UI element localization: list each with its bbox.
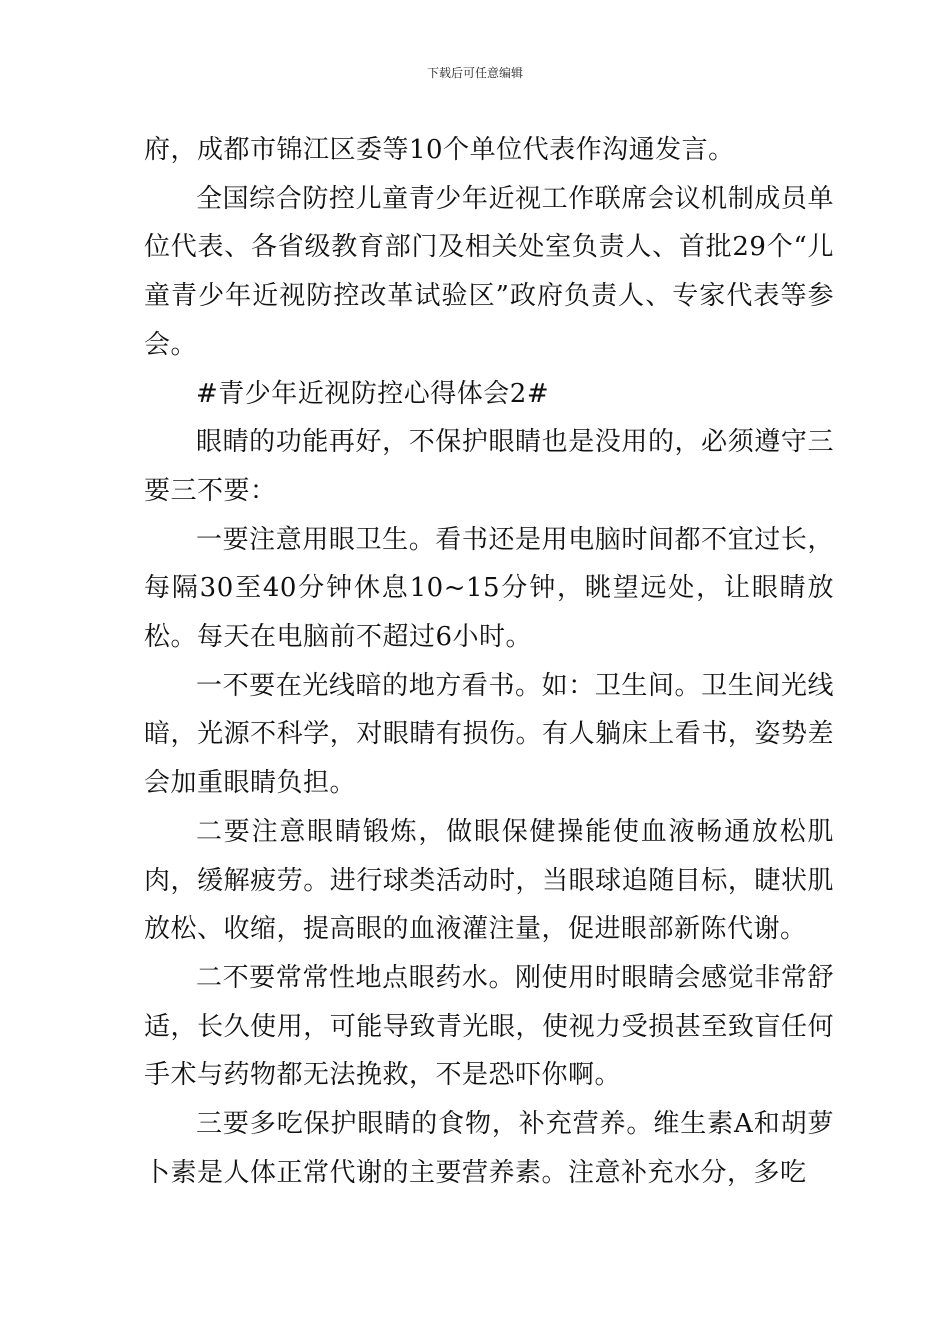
paragraph-2: 全国综合防控儿童青少年近视工作联席会议机制成员单位代表、各省级教育部门及相关处室负责人、首批29个“儿童青少年近视防控改革试验区”政府负责人、专家代表等参会。 xyxy=(144,183,834,360)
paragraph-6: 二要注意眼睛锻炼，做眼保健操能使血液畅通放松肌肉，缓解疲劳。进行球类活动时，当眼球追随目标，睫状肌放松、收缩，提高眼的血液灌注量，促进眼部新陈代谢。 xyxy=(144,816,834,945)
section-heading: #青少年近视防控心得体会2# xyxy=(196,378,550,409)
paragraph-7: 二不要常常性地点眼药水。刚使用时眼睛会感觉非常舒适，长久使用，可能导致青光眼，使视力受损甚至致盲任何手术与药物都无法挽救，不是恐吓你啊。 xyxy=(144,962,834,1091)
paragraph-3: 眼睛的功能再好，不保护眼睛也是没用的，必须遵守三要三不要： xyxy=(144,427,834,506)
paragraph-1: 府，成都市锦江区委等10个单位代表作沟通发言。 xyxy=(144,135,735,165)
paragraph-5: 一不要在光线暗的地方看书。如：卫生间。卫生间光线暗，光源不科学，对眼睛有损伤。有人躺床上看书，姿势差会加重眼睛负担。 xyxy=(144,670,834,799)
page-header: 下载后可任意编辑 xyxy=(426,66,523,80)
document-body xyxy=(144,126,834,1197)
paragraph-4: 一要注意用眼卫生。看书还是用电脑时间都不宜过长，每隔30至40分钟休息10~15分钟，眺望远处，让眼睛放松。每天在电脑前不超过6小时。 xyxy=(144,524,834,653)
paragraph-8: 三要多吃保护眼睛的食物，补充营养。维生素A和胡萝卜素是人体正常代谢的主要营养素。注意补充水分，多吃 xyxy=(144,1109,834,1188)
